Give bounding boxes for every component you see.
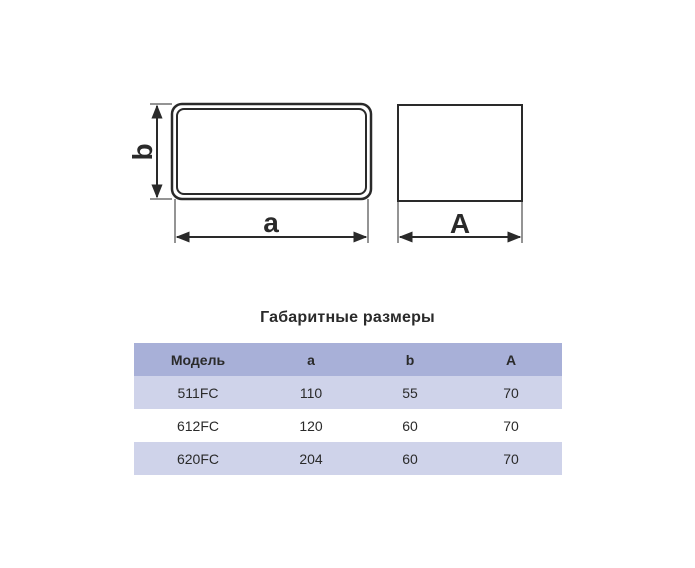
cell-b: 60 [402, 450, 418, 467]
table-header-row [134, 343, 562, 376]
dimension-a [175, 199, 368, 243]
cell-model: 612FC [176, 417, 220, 434]
dimension-b [127, 104, 172, 199]
duct-front-view [172, 104, 371, 199]
cell-A: 70 [503, 384, 519, 401]
cell-a: 120 [299, 417, 323, 434]
table-row [134, 376, 562, 409]
cell-b: 55 [402, 384, 418, 401]
header-model: Модель [170, 351, 226, 368]
dimension-b-label: b [127, 143, 158, 161]
cell-model: 620FC [176, 450, 220, 467]
cell-a: 110 [299, 384, 323, 401]
header-A: A [505, 351, 517, 368]
cell-A: 70 [503, 417, 519, 434]
table-title: Габаритные размеры [260, 309, 435, 326]
dimension-a-label: a [263, 207, 279, 238]
duct-side-view [398, 105, 522, 201]
duct-outer-outline [172, 104, 371, 199]
header-a: a [307, 351, 315, 368]
header-b: b [405, 351, 415, 368]
dimensions-table [134, 343, 562, 475]
dimension-A-label: A [449, 208, 471, 239]
cell-model: 511FC [177, 384, 219, 401]
cell-a: 204 [299, 450, 323, 467]
cell-b: 60 [402, 417, 418, 434]
cell-A: 70 [503, 450, 519, 467]
dimension-A [398, 201, 522, 243]
table-row [134, 442, 562, 475]
table-row [134, 409, 562, 442]
